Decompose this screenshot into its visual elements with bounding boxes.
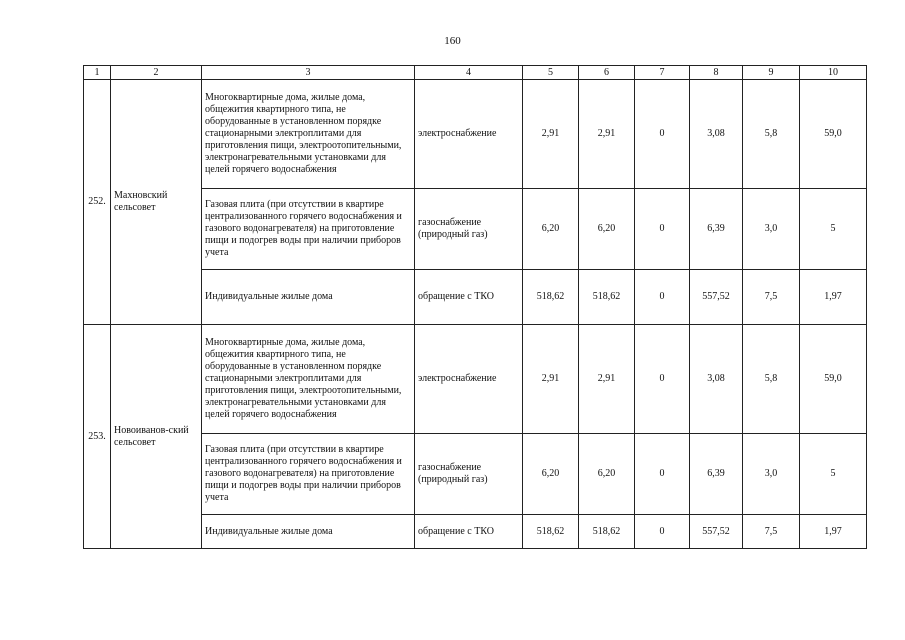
value-cell: 6,39 xyxy=(690,189,743,270)
consumer-category: Многоквартирные дома, жилые дома, общежития квартирного типа, не оборудованные в установленном порядке стационарными электроплитами для приготовления пищи, электроотопительными, электронагревательными установками для целей горячего водоснабжения xyxy=(202,325,415,434)
header-row xyxy=(84,66,867,80)
value-cell: 59,0 xyxy=(800,80,867,189)
value-cell: 0 xyxy=(635,270,690,325)
value-cell: 6,20 xyxy=(579,189,635,270)
value-cell: 5 xyxy=(800,434,867,515)
settlement-name: Новоиванов-ский сельсовет xyxy=(111,325,202,549)
value-cell: 2,91 xyxy=(579,80,635,189)
column-header: 2 xyxy=(111,66,202,80)
column-header: 10 xyxy=(800,66,867,80)
tariff-table xyxy=(83,65,867,549)
value-cell: 3,08 xyxy=(690,325,743,434)
value-cell: 7,5 xyxy=(743,515,800,549)
column-header: 6 xyxy=(579,66,635,80)
value-cell: 518,62 xyxy=(579,270,635,325)
value-cell: 5 xyxy=(800,189,867,270)
utility-type: газоснабжение (природный газ) xyxy=(415,189,523,270)
utility-type: электроснабжение xyxy=(415,325,523,434)
table-row xyxy=(84,270,867,325)
value-cell: 3,0 xyxy=(743,189,800,270)
table-row xyxy=(84,189,867,270)
column-header: 9 xyxy=(743,66,800,80)
value-cell: 6,20 xyxy=(579,434,635,515)
consumer-category: Индивидуальные жилые дома xyxy=(202,515,415,549)
value-cell: 518,62 xyxy=(523,515,579,549)
settlement-name: Махновский сельсовет xyxy=(111,80,202,325)
column-header: 8 xyxy=(690,66,743,80)
column-header: 3 xyxy=(202,66,415,80)
value-cell: 3,0 xyxy=(743,434,800,515)
value-cell: 6,20 xyxy=(523,434,579,515)
consumer-category: Газовая плита (при отсутствии в квартире централизованного горячего водоснабжения и газового водонагревателя) на приготовление пищи и подогрев воды при наличии приборов учета xyxy=(202,434,415,515)
value-cell: 7,5 xyxy=(743,270,800,325)
value-cell: 0 xyxy=(635,434,690,515)
value-cell: 1,97 xyxy=(800,515,867,549)
column-header: 5 xyxy=(523,66,579,80)
consumer-category: Индивидуальные жилые дома xyxy=(202,270,415,325)
value-cell: 3,08 xyxy=(690,80,743,189)
value-cell: 0 xyxy=(635,325,690,434)
column-header: 4 xyxy=(415,66,523,80)
value-cell: 2,91 xyxy=(523,325,579,434)
table-row xyxy=(84,325,867,434)
value-cell: 0 xyxy=(635,515,690,549)
value-cell: 557,52 xyxy=(690,515,743,549)
value-cell: 518,62 xyxy=(523,270,579,325)
value-cell: 518,62 xyxy=(579,515,635,549)
row-index: 252. xyxy=(84,80,111,325)
table-row xyxy=(84,434,867,515)
row-index: 253. xyxy=(84,325,111,549)
value-cell: 1,97 xyxy=(800,270,867,325)
consumer-category: Газовая плита (при отсутствии в квартире централизованного горячего водоснабжения и газового водонагревателя) на приготовление пищи и подогрев воды при наличии приборов учета xyxy=(202,189,415,270)
value-cell: 6,20 xyxy=(523,189,579,270)
table-row xyxy=(84,515,867,549)
value-cell: 0 xyxy=(635,80,690,189)
value-cell: 0 xyxy=(635,189,690,270)
value-cell: 59,0 xyxy=(800,325,867,434)
value-cell: 5,8 xyxy=(743,80,800,189)
column-header: 1 xyxy=(84,66,111,80)
utility-type: обращение с ТКО xyxy=(415,270,523,325)
utility-type: газоснабжение (природный газ) xyxy=(415,434,523,515)
value-cell: 2,91 xyxy=(579,325,635,434)
column-header: 7 xyxy=(635,66,690,80)
table-row xyxy=(84,80,867,189)
value-cell: 5,8 xyxy=(743,325,800,434)
value-cell: 2,91 xyxy=(523,80,579,189)
consumer-category: Многоквартирные дома, жилые дома, общежития квартирного типа, не оборудованные в установленном порядке стационарными электроплитами для приготовления пищи, электроотопительными, электронагревательными установками для целей горячего водоснабжения xyxy=(202,80,415,189)
utility-type: обращение с ТКО xyxy=(415,515,523,549)
utility-type: электроснабжение xyxy=(415,80,523,189)
value-cell: 557,52 xyxy=(690,270,743,325)
value-cell: 6,39 xyxy=(690,434,743,515)
page-number: 160 xyxy=(444,35,461,47)
